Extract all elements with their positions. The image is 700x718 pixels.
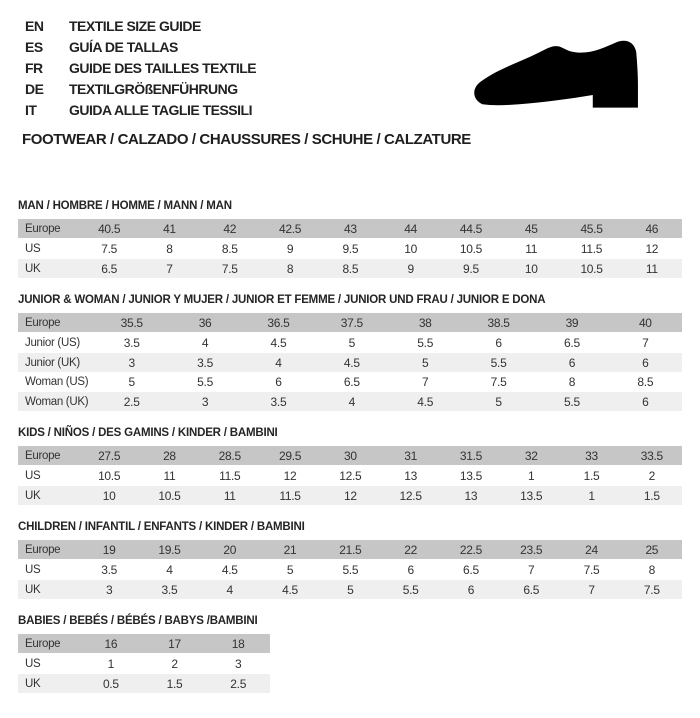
size-value: 4.5 — [343, 355, 360, 370]
size-value: 5 — [286, 562, 294, 577]
size-value: 3.5 — [123, 335, 140, 350]
language-code: EN — [25, 18, 44, 34]
table-row — [18, 239, 682, 258]
size-value: 8.5 — [342, 261, 359, 276]
size-value: 2 — [171, 656, 178, 671]
size-value: 11.5 — [219, 468, 241, 483]
size-value: 2 — [648, 468, 655, 483]
size-value: 5 — [495, 394, 502, 409]
row-label: Junior (US) — [25, 336, 80, 349]
size-value: 4 — [201, 335, 209, 350]
size-value: 10.5 — [580, 261, 603, 276]
table-row — [18, 391, 682, 411]
size-value: 5 — [348, 335, 355, 350]
size-value: 11 — [525, 241, 538, 256]
size-value: 19 — [102, 542, 116, 557]
size-value: 22.5 — [459, 542, 482, 557]
size-value: 11.5 — [580, 241, 603, 256]
size-value: 9 — [286, 241, 294, 256]
row-label: UK — [25, 583, 41, 596]
size-value: 5.5 — [490, 355, 507, 370]
table-row — [18, 372, 682, 391]
row-label: US — [25, 242, 41, 255]
size-value: 5 — [128, 374, 135, 389]
size-value: 2.5 — [230, 676, 247, 691]
size-value: 45.5 — [580, 221, 603, 236]
size-value: 6.5 — [101, 261, 118, 276]
section-title: CHILDREN / INFANTIL / ENFANTS / KINDER / BAMBINI — [18, 521, 305, 533]
section-title: BABIES / BEBÉS / BÉBÉS / BABYS /BAMBINI — [18, 615, 258, 627]
size-value: 3 — [128, 355, 135, 370]
size-value: 6 — [568, 355, 576, 370]
size-value: 19.5 — [158, 542, 181, 557]
size-value: 20 — [223, 542, 237, 557]
size-value: 3 — [234, 656, 242, 671]
size-value: 3 — [201, 394, 209, 409]
size-value: 4.5 — [221, 562, 238, 577]
size-value: 10 — [102, 488, 116, 503]
size-value: 10 — [524, 261, 538, 276]
size-value: 10.5 — [158, 488, 181, 503]
size-table — [18, 634, 270, 693]
size-value: 39 — [565, 315, 579, 330]
size-value: 31.5 — [459, 448, 482, 463]
size-section-man — [18, 199, 682, 278]
size-value: 7 — [166, 261, 173, 276]
size-table — [18, 219, 682, 278]
section-title: KIDS / NIÑOS / DES GAMINS / KINDER / BAMBINI — [18, 427, 278, 439]
size-table — [18, 540, 682, 599]
row-label: US — [25, 469, 41, 482]
size-value: 4.5 — [282, 582, 298, 597]
size-value: 41 — [163, 221, 176, 236]
table-row — [18, 540, 682, 560]
size-section-babies — [18, 614, 682, 693]
size-value: 3.5 — [270, 394, 287, 409]
table-row — [18, 634, 270, 654]
size-value: 22 — [404, 542, 417, 557]
size-value: 6.5 — [523, 582, 540, 597]
size-value: 8.5 — [221, 241, 238, 256]
size-value: 5.5 — [564, 394, 580, 409]
size-value: 12.5 — [339, 468, 362, 483]
size-value: 10.5 — [459, 241, 482, 256]
size-value: 18 — [231, 636, 245, 651]
size-value: 1 — [528, 468, 535, 483]
row-label: US — [25, 563, 41, 576]
size-value: 0.5 — [102, 676, 119, 691]
row-label: UK — [25, 677, 41, 690]
size-value: 5 — [347, 582, 354, 597]
section-title: JUNIOR & WOMAN / JUNIOR Y MUJER / JUNIOR ET FEMME / JUNIOR UND FRAU / JUNIOR E DONA — [18, 294, 546, 306]
table-row — [18, 466, 682, 485]
row-label: Europe — [25, 637, 61, 650]
size-table — [18, 313, 682, 411]
language-label: TEXTILE SIZE GUIDE — [69, 18, 201, 34]
size-value: 3.5 — [197, 355, 213, 370]
size-value: 43 — [343, 221, 357, 236]
size-value: 5.5 — [197, 374, 213, 389]
language-code: FR — [25, 60, 43, 76]
table-row — [18, 313, 682, 333]
size-section-kids — [18, 426, 682, 505]
shoe-icon — [462, 34, 660, 126]
size-value: 33.5 — [640, 448, 663, 463]
size-value: 5.5 — [402, 582, 419, 597]
row-label: US — [25, 657, 41, 670]
table-row — [18, 352, 682, 372]
size-value: 23.5 — [520, 542, 543, 557]
size-value: 33 — [585, 448, 598, 463]
row-label: UK — [25, 262, 41, 275]
row-label: Junior (UK) — [25, 356, 80, 369]
row-label: Europe — [25, 316, 61, 329]
size-value: 36 — [198, 315, 212, 330]
size-value: 4 — [166, 562, 173, 577]
size-value: 1 — [107, 656, 115, 671]
size-value: 42 — [223, 221, 237, 236]
size-value: 1 — [588, 488, 595, 503]
size-value: 28.5 — [218, 448, 241, 463]
category-title: FOOTWEAR / CALZADO / CHAUSSURES / SCHUHE / CALZATURE — [22, 131, 471, 148]
size-value: 32 — [524, 448, 538, 463]
size-value: 5 — [422, 355, 429, 370]
size-value: 7 — [588, 582, 595, 597]
size-value: 24 — [585, 542, 598, 557]
table-row — [18, 485, 682, 505]
size-value: 5.5 — [417, 335, 434, 350]
size-value: 7.5 — [643, 582, 660, 597]
size-value: 4 — [348, 394, 355, 409]
size-value: 3.5 — [161, 582, 178, 597]
row-label: Europe — [25, 222, 61, 235]
size-value: 3.5 — [101, 562, 118, 577]
size-value: 44 — [404, 221, 417, 236]
size-value: 6 — [407, 562, 414, 577]
section-title: MAN / HOMBRE / HOMME / MANN / MAN — [18, 200, 232, 212]
size-value: 35.5 — [120, 315, 143, 330]
size-value: 37.5 — [340, 315, 363, 330]
size-value: 7.5 — [221, 261, 238, 276]
size-value: 6 — [495, 335, 502, 350]
size-value: 10.5 — [98, 468, 121, 483]
size-value: 1.5 — [583, 468, 600, 483]
size-tables — [18, 199, 682, 693]
size-value: 25 — [645, 542, 659, 557]
row-label: Europe — [25, 543, 61, 556]
size-section-junior-woman — [18, 293, 682, 411]
size-value: 11 — [223, 488, 236, 503]
size-value: 4.5 — [417, 394, 434, 409]
size-value: 9.5 — [342, 241, 359, 256]
size-value: 11 — [163, 468, 176, 483]
size-value: 4 — [226, 582, 233, 597]
language-label: GUIDE DES TAILLES TEXTILE — [69, 60, 257, 76]
size-value: 36.5 — [267, 315, 290, 330]
table-row — [18, 258, 682, 278]
size-value: 6 — [467, 582, 475, 597]
size-value: 46 — [645, 221, 659, 236]
size-value: 6 — [275, 374, 282, 389]
size-value: 27.5 — [98, 448, 121, 463]
language-label: GUIDA ALLE TAGLIE TESSILI — [69, 102, 252, 118]
size-value: 8 — [648, 562, 655, 577]
size-value: 6 — [642, 394, 649, 409]
size-value: 7.5 — [583, 562, 600, 577]
size-value: 29.5 — [278, 448, 302, 463]
size-value: 42.5 — [278, 221, 302, 236]
size-value: 1.5 — [166, 676, 183, 691]
language-code: DE — [25, 81, 44, 97]
size-value: 7 — [528, 562, 535, 577]
table-row — [18, 673, 270, 693]
size-value: 12 — [645, 241, 659, 256]
size-value: 13.5 — [520, 488, 543, 503]
size-value: 17 — [168, 636, 181, 651]
size-value: 6.5 — [343, 374, 360, 389]
row-label: Woman (US) — [25, 375, 89, 388]
size-value: 9 — [407, 261, 414, 276]
table-row — [18, 579, 682, 599]
table-row — [18, 560, 682, 579]
size-value: 16 — [104, 636, 118, 651]
size-value: 44.5 — [459, 221, 482, 236]
row-label: UK — [25, 489, 41, 502]
size-value: 40 — [638, 315, 652, 330]
size-value: 6.5 — [463, 562, 479, 577]
size-value: 3 — [105, 582, 113, 597]
size-value: 30 — [343, 448, 357, 463]
size-value: 45 — [524, 221, 538, 236]
size-value: 10 — [404, 241, 417, 256]
size-value: 12 — [343, 488, 357, 503]
size-value: 6 — [642, 355, 649, 370]
language-label: TEXTILGRÖßENFÜHRUNG — [69, 81, 238, 97]
size-value: 13.5 — [459, 468, 482, 483]
size-value: 7.5 — [490, 374, 507, 389]
size-value: 8 — [568, 374, 576, 389]
size-value: 7 — [642, 335, 649, 350]
size-value: 1.5 — [643, 488, 660, 503]
language-code: ES — [25, 39, 43, 55]
size-value: 8 — [286, 261, 294, 276]
size-value: 5.5 — [342, 562, 359, 577]
size-value: 6.5 — [564, 335, 580, 350]
guide-header — [18, 16, 682, 121]
size-value: 11.5 — [279, 488, 301, 503]
size-value: 11 — [645, 261, 658, 276]
size-value: 7.5 — [101, 241, 118, 256]
size-value: 38.5 — [487, 315, 510, 330]
size-section-children — [18, 520, 682, 599]
size-value: 28 — [163, 448, 176, 463]
size-value: 31 — [404, 448, 417, 463]
size-value: 38 — [418, 315, 432, 330]
size-value: 12.5 — [399, 488, 422, 503]
size-value: 4 — [275, 355, 282, 370]
size-value: 8 — [166, 241, 173, 256]
size-value: 21.5 — [339, 542, 362, 557]
size-value: 8.5 — [637, 374, 654, 389]
size-value: 12 — [283, 468, 297, 483]
table-row — [18, 654, 270, 673]
language-label: GUÍA DE TALLAS — [69, 39, 178, 55]
row-label: Woman (UK) — [25, 395, 89, 408]
size-value: 4.5 — [270, 335, 287, 350]
size-value: 13 — [464, 488, 478, 503]
row-label: Europe — [25, 449, 61, 462]
size-value: 13 — [404, 468, 417, 483]
table-row — [18, 219, 682, 239]
size-value: 9.5 — [463, 261, 479, 276]
size-value: 7 — [422, 374, 429, 389]
table-row — [18, 333, 682, 352]
language-code: IT — [25, 102, 37, 118]
size-value: 2.5 — [123, 394, 140, 409]
size-value: 21 — [283, 542, 297, 557]
table-row — [18, 446, 682, 466]
size-table — [18, 446, 682, 505]
size-value: 40.5 — [98, 221, 121, 236]
